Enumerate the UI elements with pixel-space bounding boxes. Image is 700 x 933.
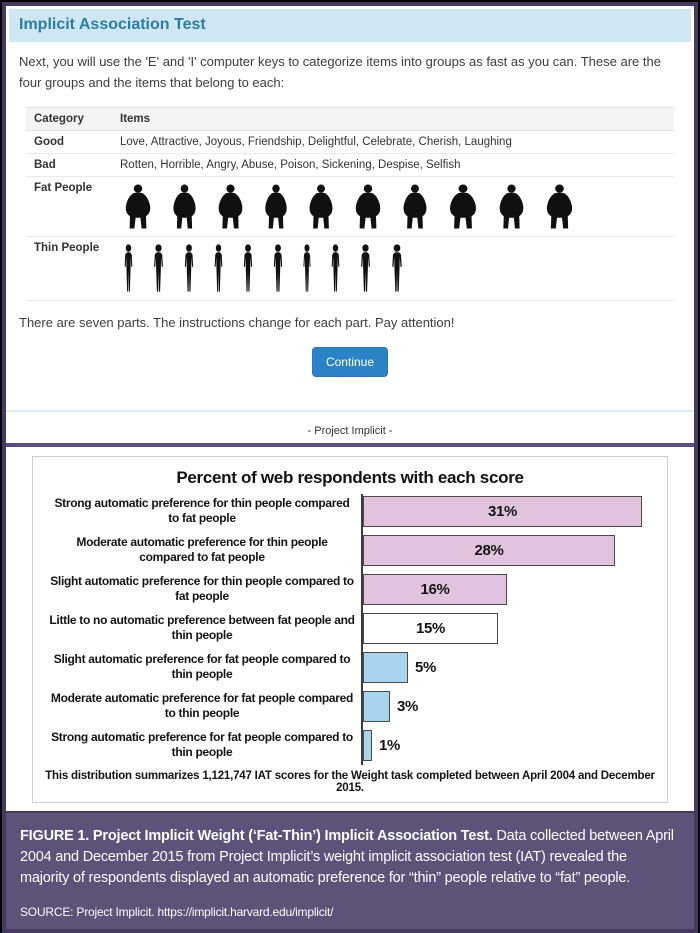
chart-bar-row <box>54 496 657 527</box>
table-row <box>26 153 674 176</box>
fat-person-silhouette-icon <box>122 184 154 230</box>
chart-footnote: This distribution summarizes 1,121,747 IAT scores for the Weight task completed between April 2004 and December 2015. <box>45 769 655 794</box>
fat-person-silhouette-icon <box>170 184 199 230</box>
category-items-table <box>26 107 674 301</box>
items-cell: Rotten, Horrible, Angry, Abuse, Poison, Sickening, Despise, Selfish <box>112 153 674 176</box>
silhouette-row <box>120 182 666 231</box>
thin-person-silhouette-icon <box>389 244 405 294</box>
bar-chart <box>43 496 657 761</box>
instructions-text: Next, you will use the 'E' and 'I' computer keys to categorize items into groups as fast as you can. These are the four groups and the items that belong to each: <box>19 54 661 90</box>
bar-value-label: 3% <box>397 697 419 715</box>
table-row <box>26 236 674 300</box>
parts-note-text: There are seven parts. The instructions change for each part. Pay attention! <box>19 314 455 330</box>
table-header-row <box>26 107 674 130</box>
thin-person-silhouette-icon <box>329 244 342 294</box>
thin-person-silhouette-icon <box>122 244 135 294</box>
fat-person-silhouette-icon <box>262 184 290 230</box>
chart-bar-row <box>76 535 657 566</box>
table-row <box>26 130 674 153</box>
silhouette-row <box>120 242 666 295</box>
bar <box>363 535 615 566</box>
bar-category-label: Strong automatic preference for fat people compared to thin people <box>51 730 353 760</box>
bar-category-label: Moderate automatic preference for fat people compared to thin people <box>50 691 354 721</box>
bar-value-label: 1% <box>379 736 401 754</box>
bar-category-label: Moderate automatic preference for thin people compared to fat people <box>76 535 328 565</box>
silhouette-cell <box>112 176 674 236</box>
caption-text <box>20 826 674 889</box>
caption-body-text: Data collected between April 2004 and December 2015 from Project Implicit’s weight implicit association test (IAT) revealed the majority of respondents displayed an automatic preference for “thin” people relative to “fat” people. <box>20 827 674 886</box>
column-header-items: Items <box>112 107 674 130</box>
thin-person-silhouette-icon <box>358 244 373 294</box>
figure-label: FIGURE 1. Project Implicit Weight (‘Fat-Thin’) Implicit Association Test. <box>20 827 493 844</box>
thin-person-silhouette-icon <box>212 244 225 294</box>
iat-screenshot-panel <box>6 6 694 443</box>
bar <box>363 613 498 644</box>
bar <box>363 730 372 761</box>
bar-value-label: 5% <box>415 658 437 676</box>
continue-button[interactable]: Continue <box>312 347 388 377</box>
chart-bar-row <box>51 730 657 761</box>
chart-panel <box>32 456 668 803</box>
chart-bar-row <box>53 652 657 683</box>
fat-person-silhouette-icon <box>496 184 527 230</box>
category-cell: Good <box>26 130 112 153</box>
bar-category-label: Slight automatic preference for thin people compared to fat people <box>50 574 354 604</box>
thin-person-silhouette-icon <box>151 244 166 294</box>
chart-title: Percent of web respondents with each score <box>176 467 524 487</box>
figure-inner-frame <box>2 2 698 933</box>
chart-bar-row <box>49 613 657 644</box>
chart-bar-row <box>50 574 657 605</box>
category-cell: Thin People <box>26 236 112 300</box>
bar-category-label: Strong automatic preference for thin people compared to fat people <box>54 496 350 526</box>
fat-person-silhouette-icon <box>543 184 576 230</box>
bar-value-label: 31% <box>487 502 518 520</box>
bar-value-label: 15% <box>415 619 446 637</box>
chart-bar-row <box>50 691 657 722</box>
bar-value-label: 16% <box>420 580 450 598</box>
bar-category-label: Little to no automatic preference between fat people and thin people <box>49 613 355 643</box>
fat-person-silhouette-icon <box>446 184 480 230</box>
fat-person-silhouette-icon <box>215 184 246 230</box>
thin-person-silhouette-icon <box>271 244 285 294</box>
category-cell: Fat People <box>26 176 112 236</box>
bar <box>363 652 408 683</box>
fat-person-silhouette-icon <box>400 184 430 230</box>
bar-category-label: Slight automatic preference for fat people compared to thin people <box>53 652 351 682</box>
bar <box>363 691 390 722</box>
fat-person-silhouette-icon <box>352 184 384 230</box>
items-cell: Love, Attractive, Joyous, Friendship, Delightful, Celebrate, Cherish, Laughing <box>112 130 674 153</box>
bar-value-label: 28% <box>474 541 504 559</box>
category-cell: Bad <box>26 153 112 176</box>
figure-caption <box>6 811 694 929</box>
bar <box>363 574 507 605</box>
thin-person-silhouette-icon <box>301 244 313 294</box>
silhouette-cell <box>112 236 674 300</box>
thin-person-silhouette-icon <box>182 244 196 294</box>
column-header-category: Category <box>26 107 112 130</box>
chart-section <box>6 447 694 811</box>
page-title: Implicit Association Test <box>9 9 691 42</box>
fat-person-silhouette-icon <box>306 184 336 230</box>
bar <box>363 496 642 527</box>
project-implicit-footer: - Project Implicit - <box>307 424 393 437</box>
source-line: SOURCE: Project Implicit. https://implicit.harvard.edu/implicit/ <box>20 904 334 919</box>
table-row <box>26 176 674 236</box>
thin-person-silhouette-icon <box>241 244 255 294</box>
